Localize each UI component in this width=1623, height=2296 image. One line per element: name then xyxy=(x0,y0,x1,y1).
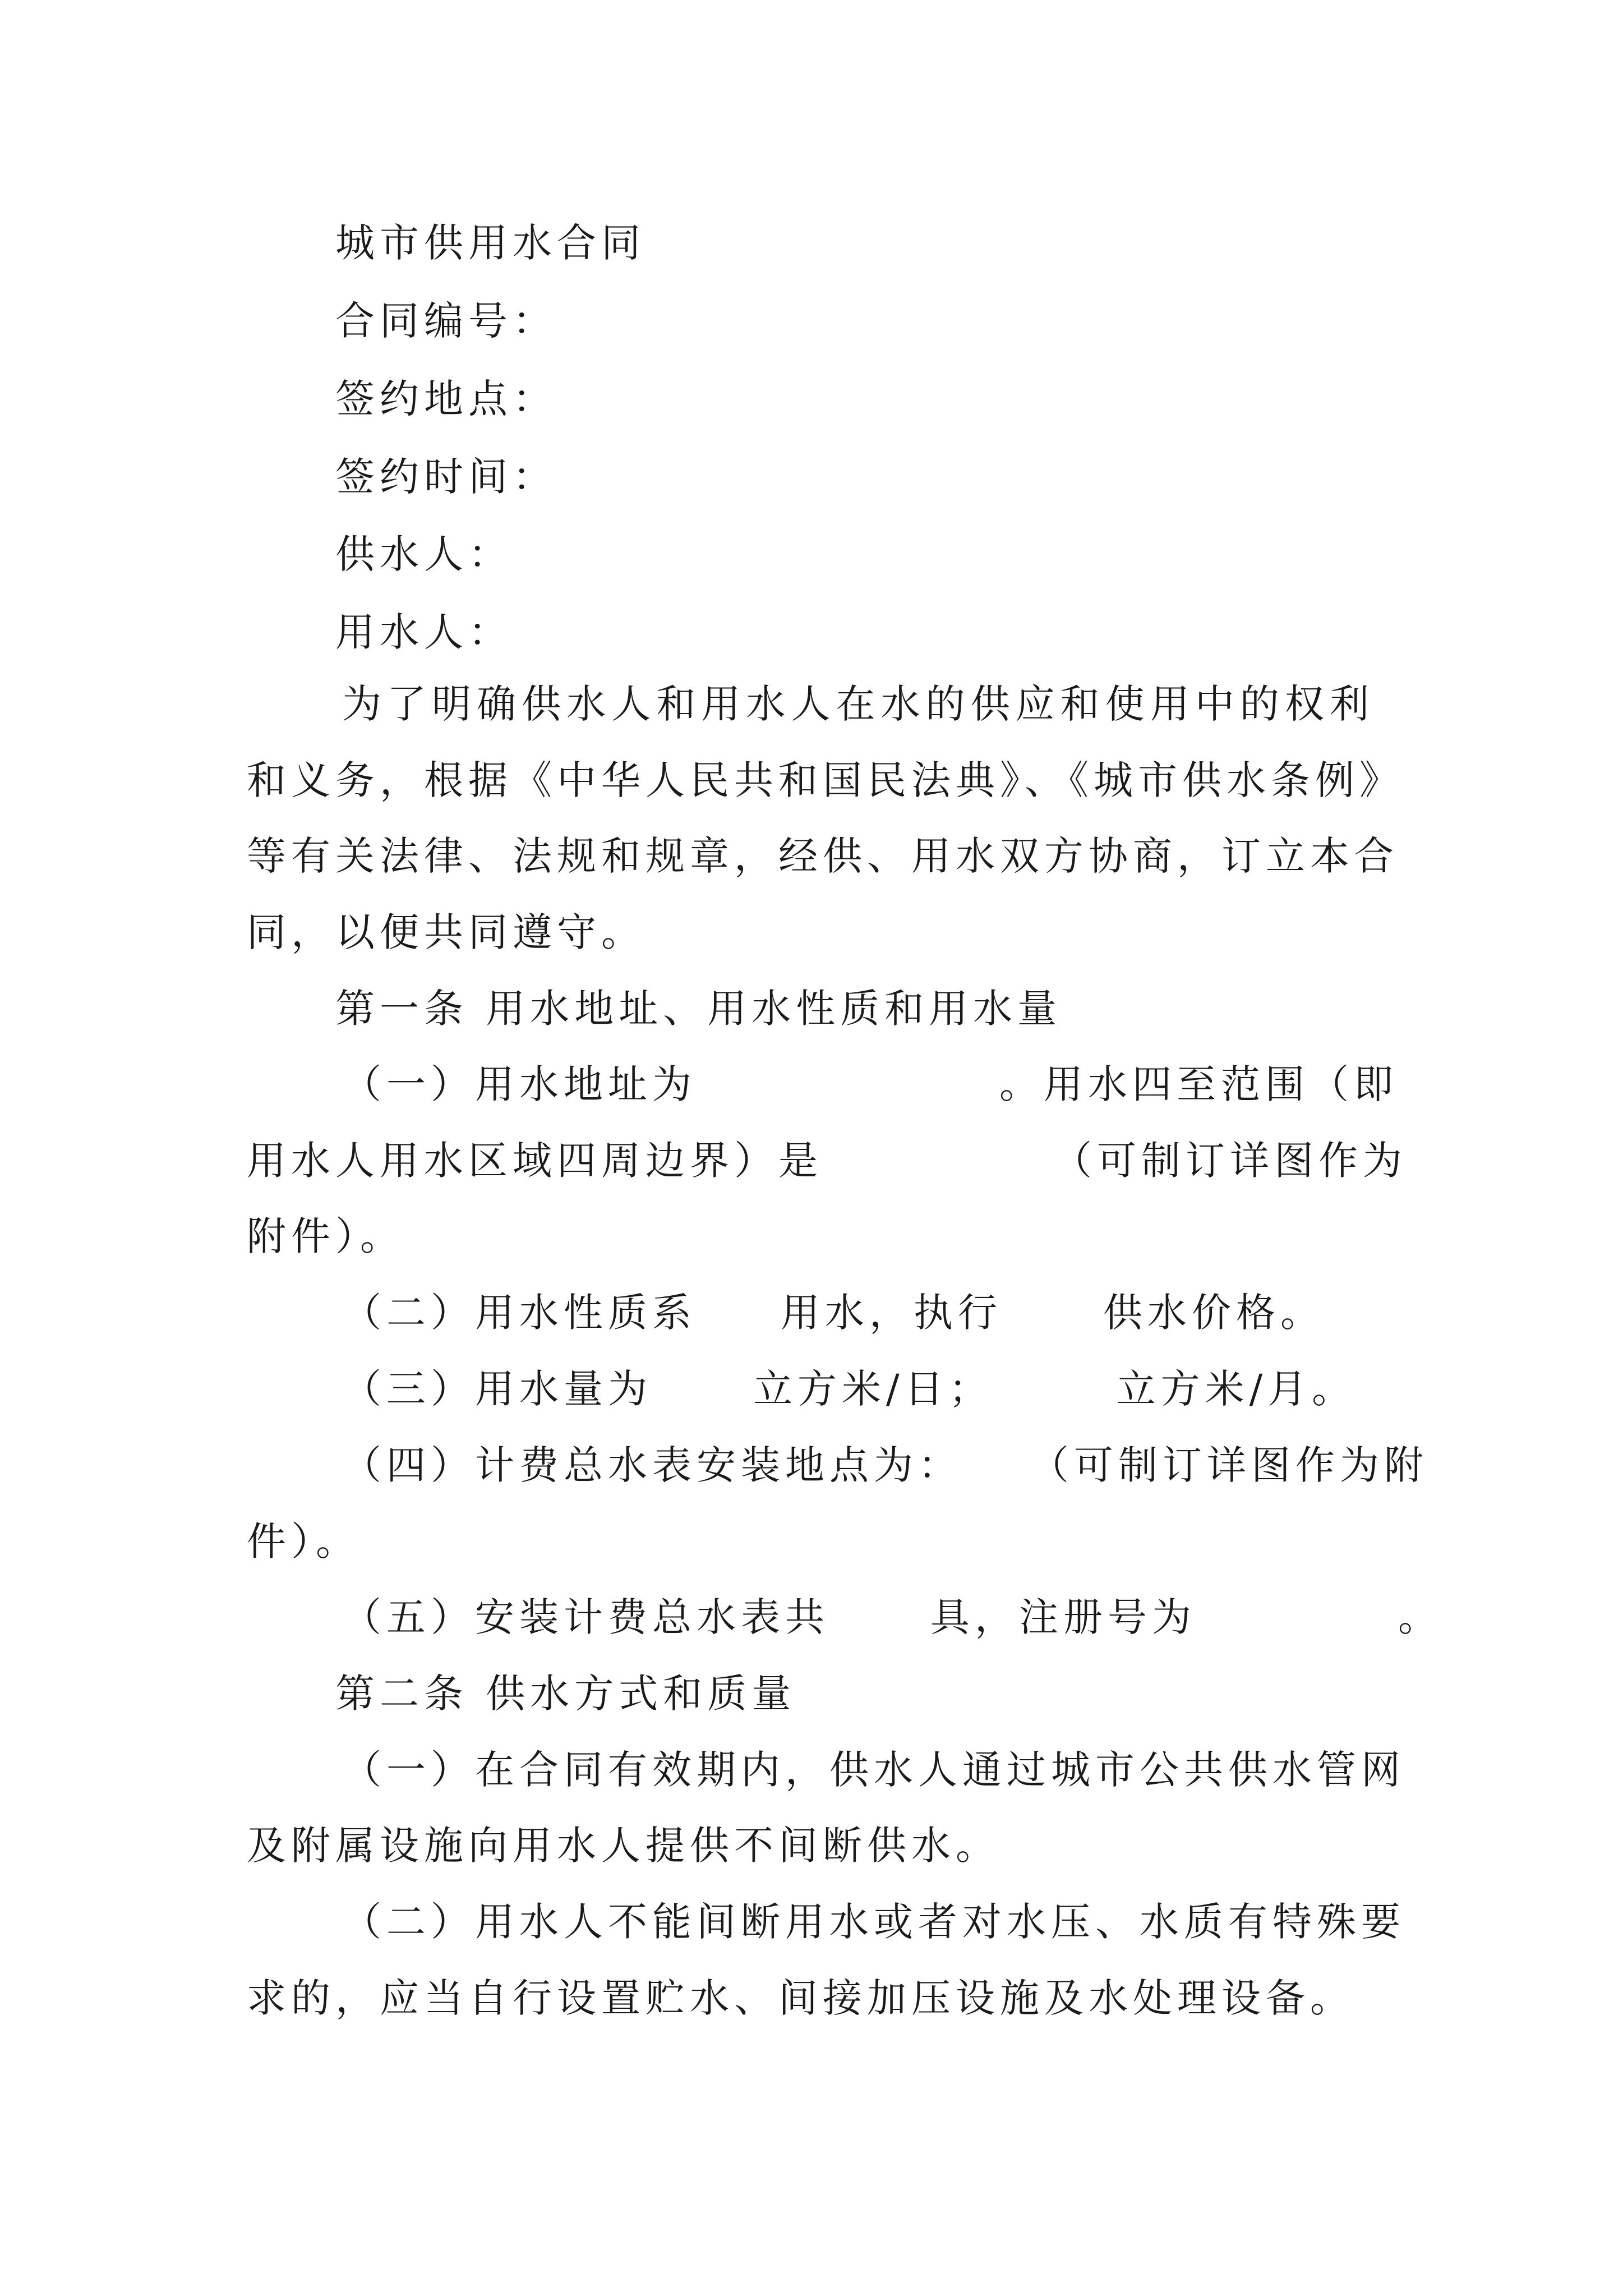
article1-item3-text-b: 立方米/日； xyxy=(753,1366,993,1412)
field-supplier: 供水人： xyxy=(335,531,513,577)
article1-heading: 第一条 用水地址、用水性质和用水量 xyxy=(335,986,1062,1032)
article1-item5-text-a: （五）安装计费总水表共 xyxy=(342,1594,829,1640)
preamble-line-3: 等有关法律、法规和规章，经供、用水双方协商，订立本合 xyxy=(247,833,1399,879)
field-sign-time: 签约时间： xyxy=(335,454,557,500)
article1-item3-text-a: （三）用水量为 xyxy=(342,1366,652,1412)
article1-item5-text-c: 。 xyxy=(1398,1594,1442,1640)
article1-item1-text-a: （一）用水地址为 xyxy=(342,1061,697,1107)
article2-item2-line1: （二）用水人不能间断用水或者对水压、水质有特殊要 xyxy=(342,1899,1405,1945)
article1-item4-text-b: （可制订详图作为附 xyxy=(1030,1442,1428,1488)
article1-item1-line3: 附件）。 xyxy=(247,1213,404,1259)
preamble-line-1: 为了明确供水人和用水人在水的供应和使用中的权利 xyxy=(342,681,1374,727)
article1-item4-line2: 件）。 xyxy=(247,1519,360,1565)
preamble-line-4: 同，以便共同遵守。 xyxy=(247,909,645,955)
article1-item1-text-b: 。用水四至范围（即 xyxy=(999,1061,1398,1107)
article1-item2 xyxy=(342,1290,1325,1336)
article2-item1-line1: （一）在合同有效期内，供水人通过城市公共供水管网 xyxy=(342,1747,1405,1793)
article2-heading: 第二条 供水方式和质量 xyxy=(335,1671,796,1717)
article2-item1-line2: 及附属设施向用水人提供不间断供水。 xyxy=(247,1823,1000,1869)
article1-item5 xyxy=(342,1594,1442,1640)
article1-item1-line2 xyxy=(247,1138,1407,1184)
article2-item2-line2: 求的，应当自行设置贮水、间接加压设施及水处理设备。 xyxy=(247,1975,1354,2021)
article1-item5-text-b: 具，注册号为 xyxy=(930,1594,1196,1640)
article1-item3-text-c: 立方米/月。 xyxy=(1116,1366,1357,1412)
article1-item4-text-a: （四）计费总水表安装地点为： xyxy=(342,1442,962,1488)
document-title: 城市供用水合同 xyxy=(335,220,645,266)
preamble-line-2: 和义务，根据《中华人民共和国民法典》、《城市供水条例》 xyxy=(247,757,1404,803)
article1-item4-line1 xyxy=(342,1442,1428,1488)
article1-item3 xyxy=(342,1366,1357,1412)
article1-item2-text-a: （二）用水性质系 xyxy=(342,1290,697,1336)
article1-item1-text-d: （可制订详图作为 xyxy=(1053,1138,1407,1184)
article1-item1-line1 xyxy=(342,1061,1398,1107)
article1-item1-text-c: 用水人用水区域四周边界）是 xyxy=(247,1138,823,1184)
field-user: 用水人： xyxy=(335,609,513,655)
field-sign-place: 签约地点： xyxy=(335,376,557,422)
field-contract-no: 合同编号： xyxy=(335,298,557,344)
article1-item2-text-c: 供水价格。 xyxy=(1103,1290,1325,1336)
article1-item2-text-b: 用水，执行 xyxy=(781,1290,1002,1336)
